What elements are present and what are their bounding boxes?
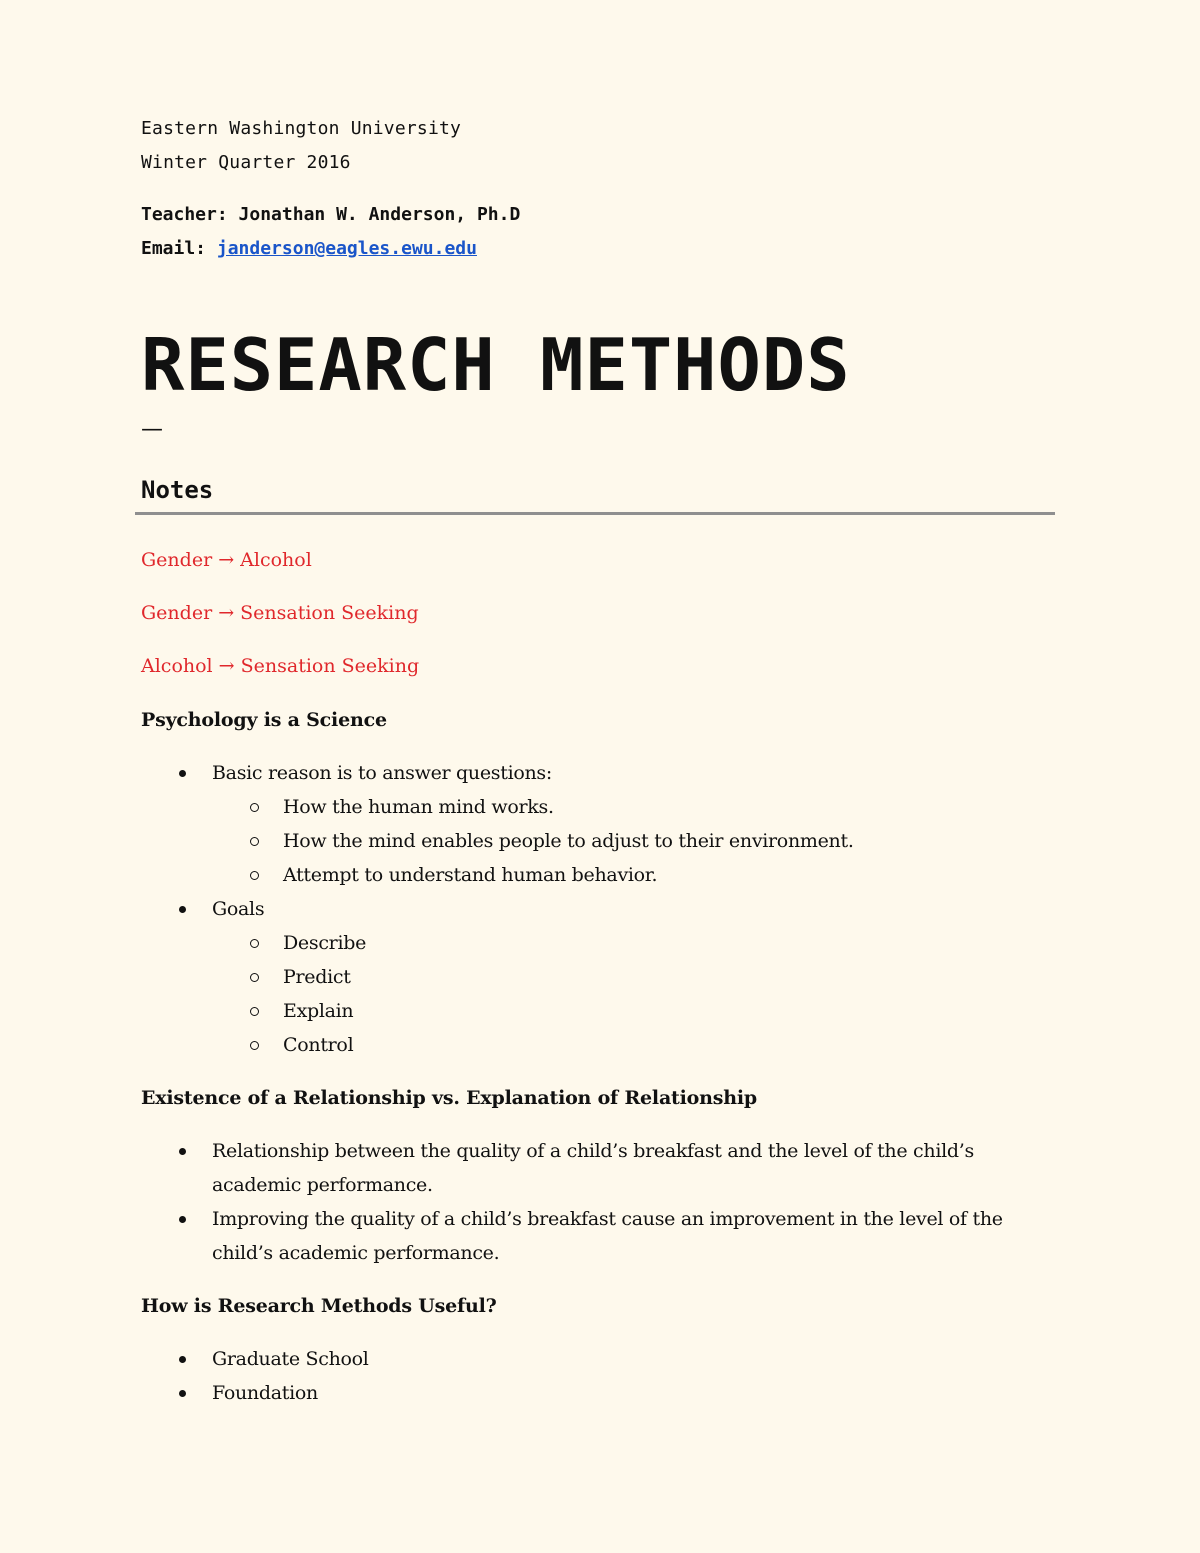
sub-list-item-text: Attempt to understand human behavior. xyxy=(283,864,658,886)
bullet-icon xyxy=(179,906,186,913)
bullet-icon xyxy=(179,770,186,777)
hollow-bullet-icon xyxy=(250,837,259,846)
hollow-bullet-icon xyxy=(250,973,259,982)
list-item-text: Basic reason is to answer questions: xyxy=(212,762,552,784)
sub-list-item xyxy=(141,790,1056,824)
useful-list xyxy=(141,1342,1056,1410)
university-name: Eastern Washington University xyxy=(141,118,462,139)
email-link[interactable]: janderson@eagles.ewu.edu xyxy=(216,238,477,259)
relationship-list xyxy=(141,1134,1056,1270)
teacher-label: Teacher: xyxy=(141,204,228,225)
relations-list xyxy=(141,545,419,704)
hollow-bullet-icon xyxy=(250,1007,259,1016)
list-item-text: Improving the quality of a child’s breakfast cause an improvement in the level of the child’s academic performance. xyxy=(212,1208,1003,1264)
sub-list-item-text: Control xyxy=(283,1034,354,1056)
document-page xyxy=(141,112,1056,1404)
hollow-bullet-icon xyxy=(250,1041,259,1050)
sub-list-item-text: How the mind enables people to adjust to their environment. xyxy=(283,830,854,852)
bullet-icon xyxy=(179,1356,186,1363)
title-dash: — xyxy=(141,417,163,442)
relation-item: Gender → Sensation Seeking xyxy=(141,602,419,624)
list-item-text: Graduate School xyxy=(212,1348,369,1370)
sub-list-item xyxy=(141,858,1056,892)
email-label: Email: xyxy=(141,238,207,259)
science-heading: Psychology is a Science xyxy=(141,709,387,731)
sub-list-item xyxy=(141,1028,1056,1062)
list-item-text: Foundation xyxy=(212,1382,318,1404)
list-item-text: Relationship between the quality of a child’s breakfast and the level of the child’s academic performance. xyxy=(212,1140,974,1196)
notes-body xyxy=(141,704,1056,1430)
relationship-heading: Existence of a Relationship vs. Explanation of Relationship xyxy=(141,1087,757,1109)
teacher-line xyxy=(141,198,1056,232)
list-item xyxy=(141,892,1056,1062)
hollow-bullet-icon xyxy=(250,803,259,812)
science-list xyxy=(141,756,1056,1062)
sub-list-item xyxy=(141,824,1056,858)
sub-list-item xyxy=(141,994,1056,1028)
sub-list-item-text: Explain xyxy=(283,1000,354,1022)
email-line xyxy=(141,232,1056,266)
useful-heading: How is Research Methods Useful? xyxy=(141,1295,497,1317)
list-item xyxy=(141,1376,1056,1410)
hollow-bullet-icon xyxy=(250,939,259,948)
sub-list xyxy=(212,790,1056,892)
list-item-text: Goals xyxy=(212,898,265,920)
sub-list xyxy=(212,926,1056,1062)
list-item xyxy=(141,1134,1056,1202)
horizontal-rule xyxy=(135,512,1055,515)
hollow-bullet-icon xyxy=(250,871,259,880)
list-item xyxy=(141,1342,1056,1376)
document-title: RESEARCH METHODS xyxy=(141,323,851,407)
teacher-name: Jonathan W. Anderson, Ph.D xyxy=(238,204,521,225)
sub-list-item xyxy=(141,926,1056,960)
sub-list-item xyxy=(141,960,1056,994)
sub-list-item-text: Predict xyxy=(283,966,351,988)
relation-item: Alcohol → Sensation Seeking xyxy=(141,655,420,677)
relation-item: Gender → Alcohol xyxy=(141,549,312,571)
list-item xyxy=(141,1202,1056,1270)
sub-list-item-text: Describe xyxy=(283,932,367,954)
bullet-icon xyxy=(179,1216,186,1223)
bullet-icon xyxy=(179,1148,186,1155)
notes-heading: Notes xyxy=(141,476,214,504)
term-label: Winter Quarter 2016 xyxy=(141,152,351,173)
list-item xyxy=(141,756,1056,892)
bullet-icon xyxy=(179,1390,186,1397)
contact-block xyxy=(141,198,1056,266)
sub-list-item-text: How the human mind works. xyxy=(283,796,554,818)
